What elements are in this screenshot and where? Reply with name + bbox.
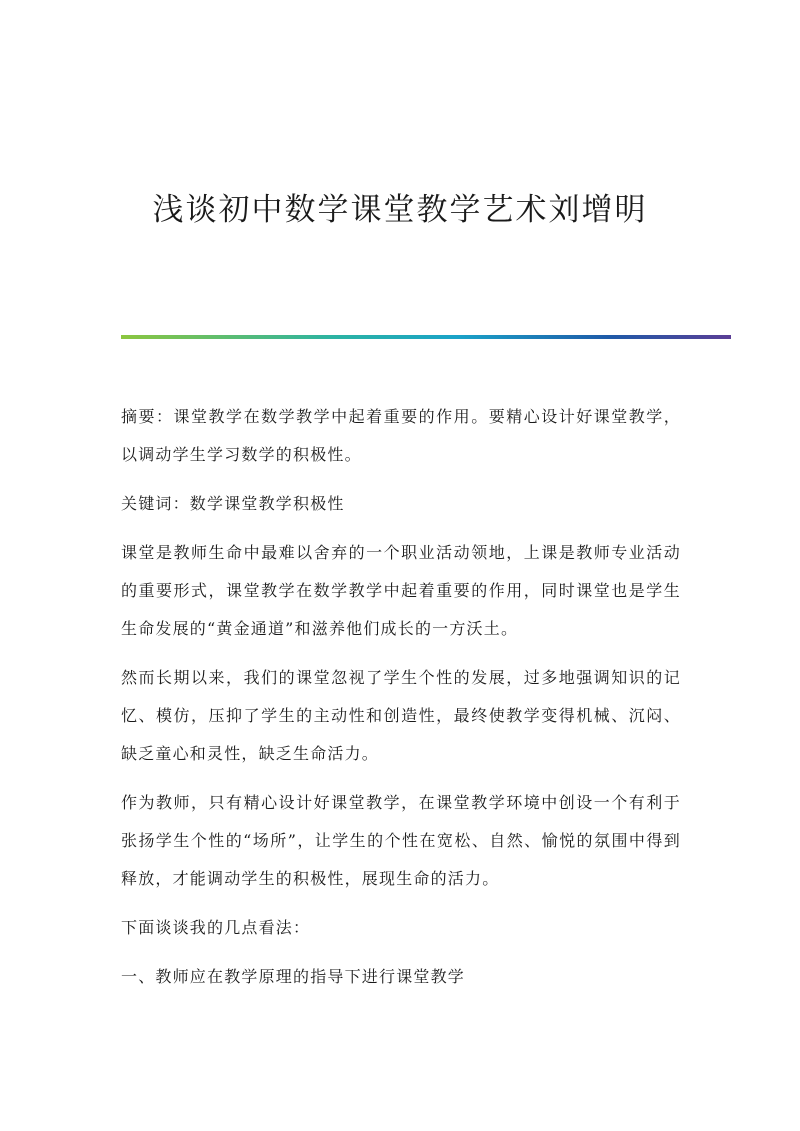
body-paragraph-2: 然而长期以来，我们的课堂忽视了学生个性的发展，过多地强调知识的记忆、模仿，压抑了学生的主动性和创造性，最终使教学变得机械、沉闷、缺乏童心和灵性，缺乏生命活力。 [121, 668, 681, 763]
document-body [121, 398, 681, 1007]
body-paragraph-4: 下面谈谈我的几点看法： [121, 918, 311, 937]
keywords-paragraph: 关键词：数学课堂教学积极性 [121, 494, 345, 513]
abstract-paragraph: 摘要：课堂教学在数学教学中起着重要的作用。要精心设计好课堂教学，以调动学生学习数学的积极性。 [121, 407, 681, 464]
title-divider [121, 335, 731, 339]
body-paragraph-3: 作为教师，只有精心设计好课堂教学，在课堂教学环境中创设一个有利于张扬学生个性的“场所”，让学生的个性在宽松、自然、愉悦的氛围中得到释放，才能调动学生的积极性，展现生命的活力。 [121, 793, 681, 888]
body-paragraph-1: 课堂是教师生命中最难以舍弃的一个职业活动领地，上课是教师专业活动的重要形式，课堂教学在数学教学中起着重要的作用，同时课堂也是学生生命发展的“黄金通道”和滋养他们成长的一方沃土。 [121, 543, 681, 638]
section-heading: 一、教师应在教学原理的指导下进行课堂教学 [121, 967, 466, 986]
document-title: 浅谈初中数学课堂教学艺术刘增明 [152, 192, 648, 228]
